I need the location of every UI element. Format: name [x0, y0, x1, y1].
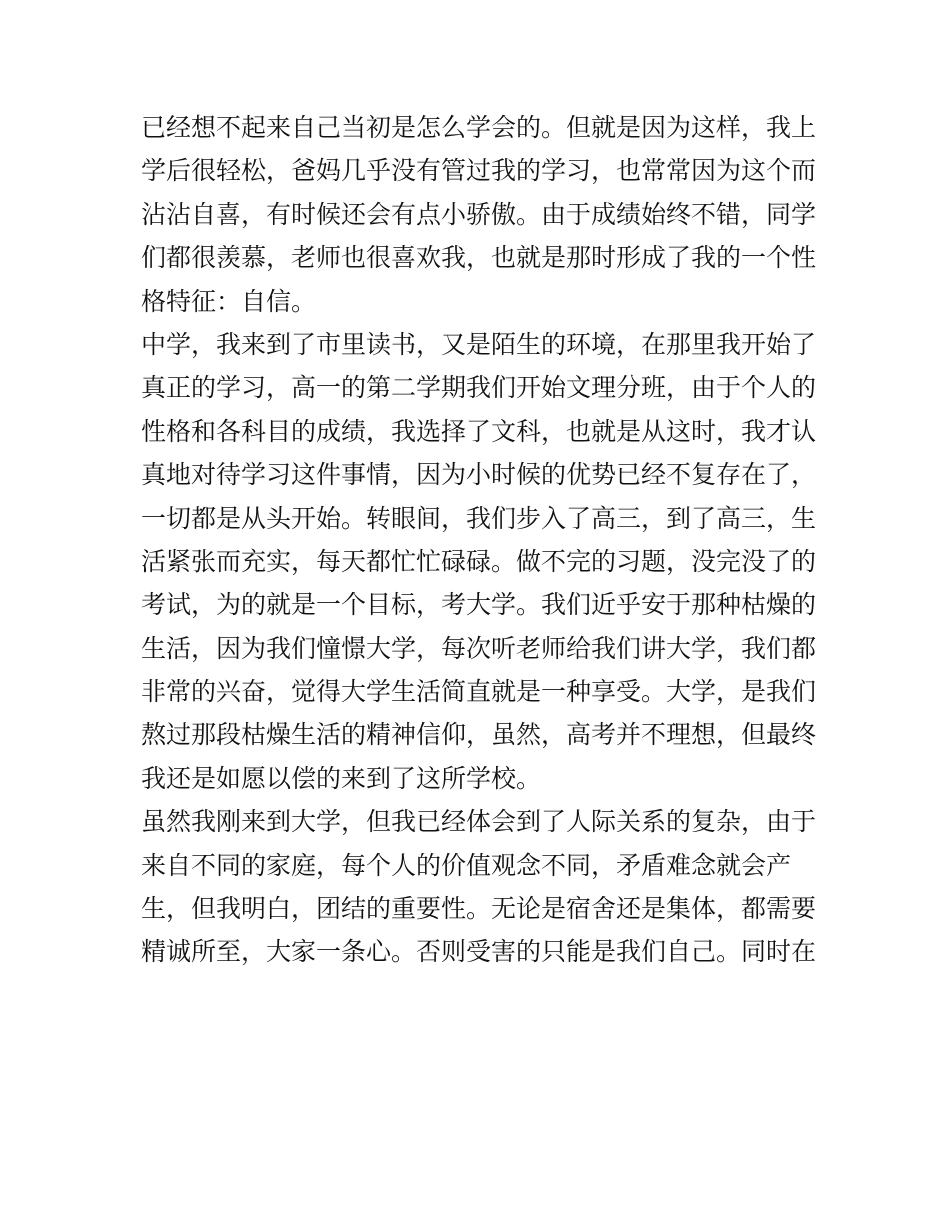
text-line: 来自不同的家庭，每个人的价值观念不同，矛盾难念就会产 — [141, 850, 792, 880]
text-line: 学后很轻松，爸妈几乎没有管过我的学习，也常常因为这个而 — [141, 156, 817, 186]
text-line: 真正的学习，高一的第二学期我们开始文理分班，由于个人的 — [141, 373, 817, 403]
text-line: 性格和各科目的成绩，我选择了文科，也就是从这时，我才认 — [141, 416, 817, 446]
text-line: 一切都是从头开始。转眼间，我们步入了高三，到了高三，生 — [141, 503, 817, 533]
text-line: 沾沾自喜，有时候还会有点小骄傲。由于成绩始终不错，同学 — [141, 199, 817, 229]
text-line: 熬过那段枯燥生活的精神信仰，虽然，高考并不理想，但最终 — [141, 720, 817, 750]
text-line: 真地对待学习这件事情，因为小时候的优势已经不复存在了， — [141, 460, 817, 490]
text-line: 中学，我来到了市里读书，又是陌生的环境，在那里我开始了 — [141, 329, 817, 359]
text-line: 生，但我明白，团结的重要性。无论是宿舍还是集体，都需要 — [141, 894, 817, 924]
text-line: 虽然我刚来到大学，但我已经体会到了人际关系的复杂，由于 — [141, 807, 817, 837]
text-line: 生活，因为我们憧憬大学，每次听老师给我们讲大学，我们都 — [141, 633, 817, 663]
text-line: 考试，为的就是一个目标，考大学。我们近乎安于那种枯燥的 — [141, 590, 817, 620]
body-text — [141, 106, 821, 974]
text-line: 已经想不起来自己当初是怎么学会的。但就是因为这样，我上 — [141, 113, 817, 142]
text-line: 我还是如愿以偿的来到了这所学校。 — [141, 763, 542, 793]
text-line: 活紧张而充实，每天都忙忙碌碌。做不完的习题，没完没了的 — [141, 546, 817, 576]
text-line: 非常的兴奋，觉得大学生活简直就是一种享受。大学，是我们 — [141, 677, 817, 707]
text-line: 们都很羡慕，老师也很喜欢我，也就是那时形成了我的一个性 — [141, 243, 817, 273]
text-line: 精诚所至，大家一条心。否则受害的只能是我们自己。同时在 — [141, 937, 817, 967]
text-line: 格特征：自信。 — [141, 286, 317, 316]
